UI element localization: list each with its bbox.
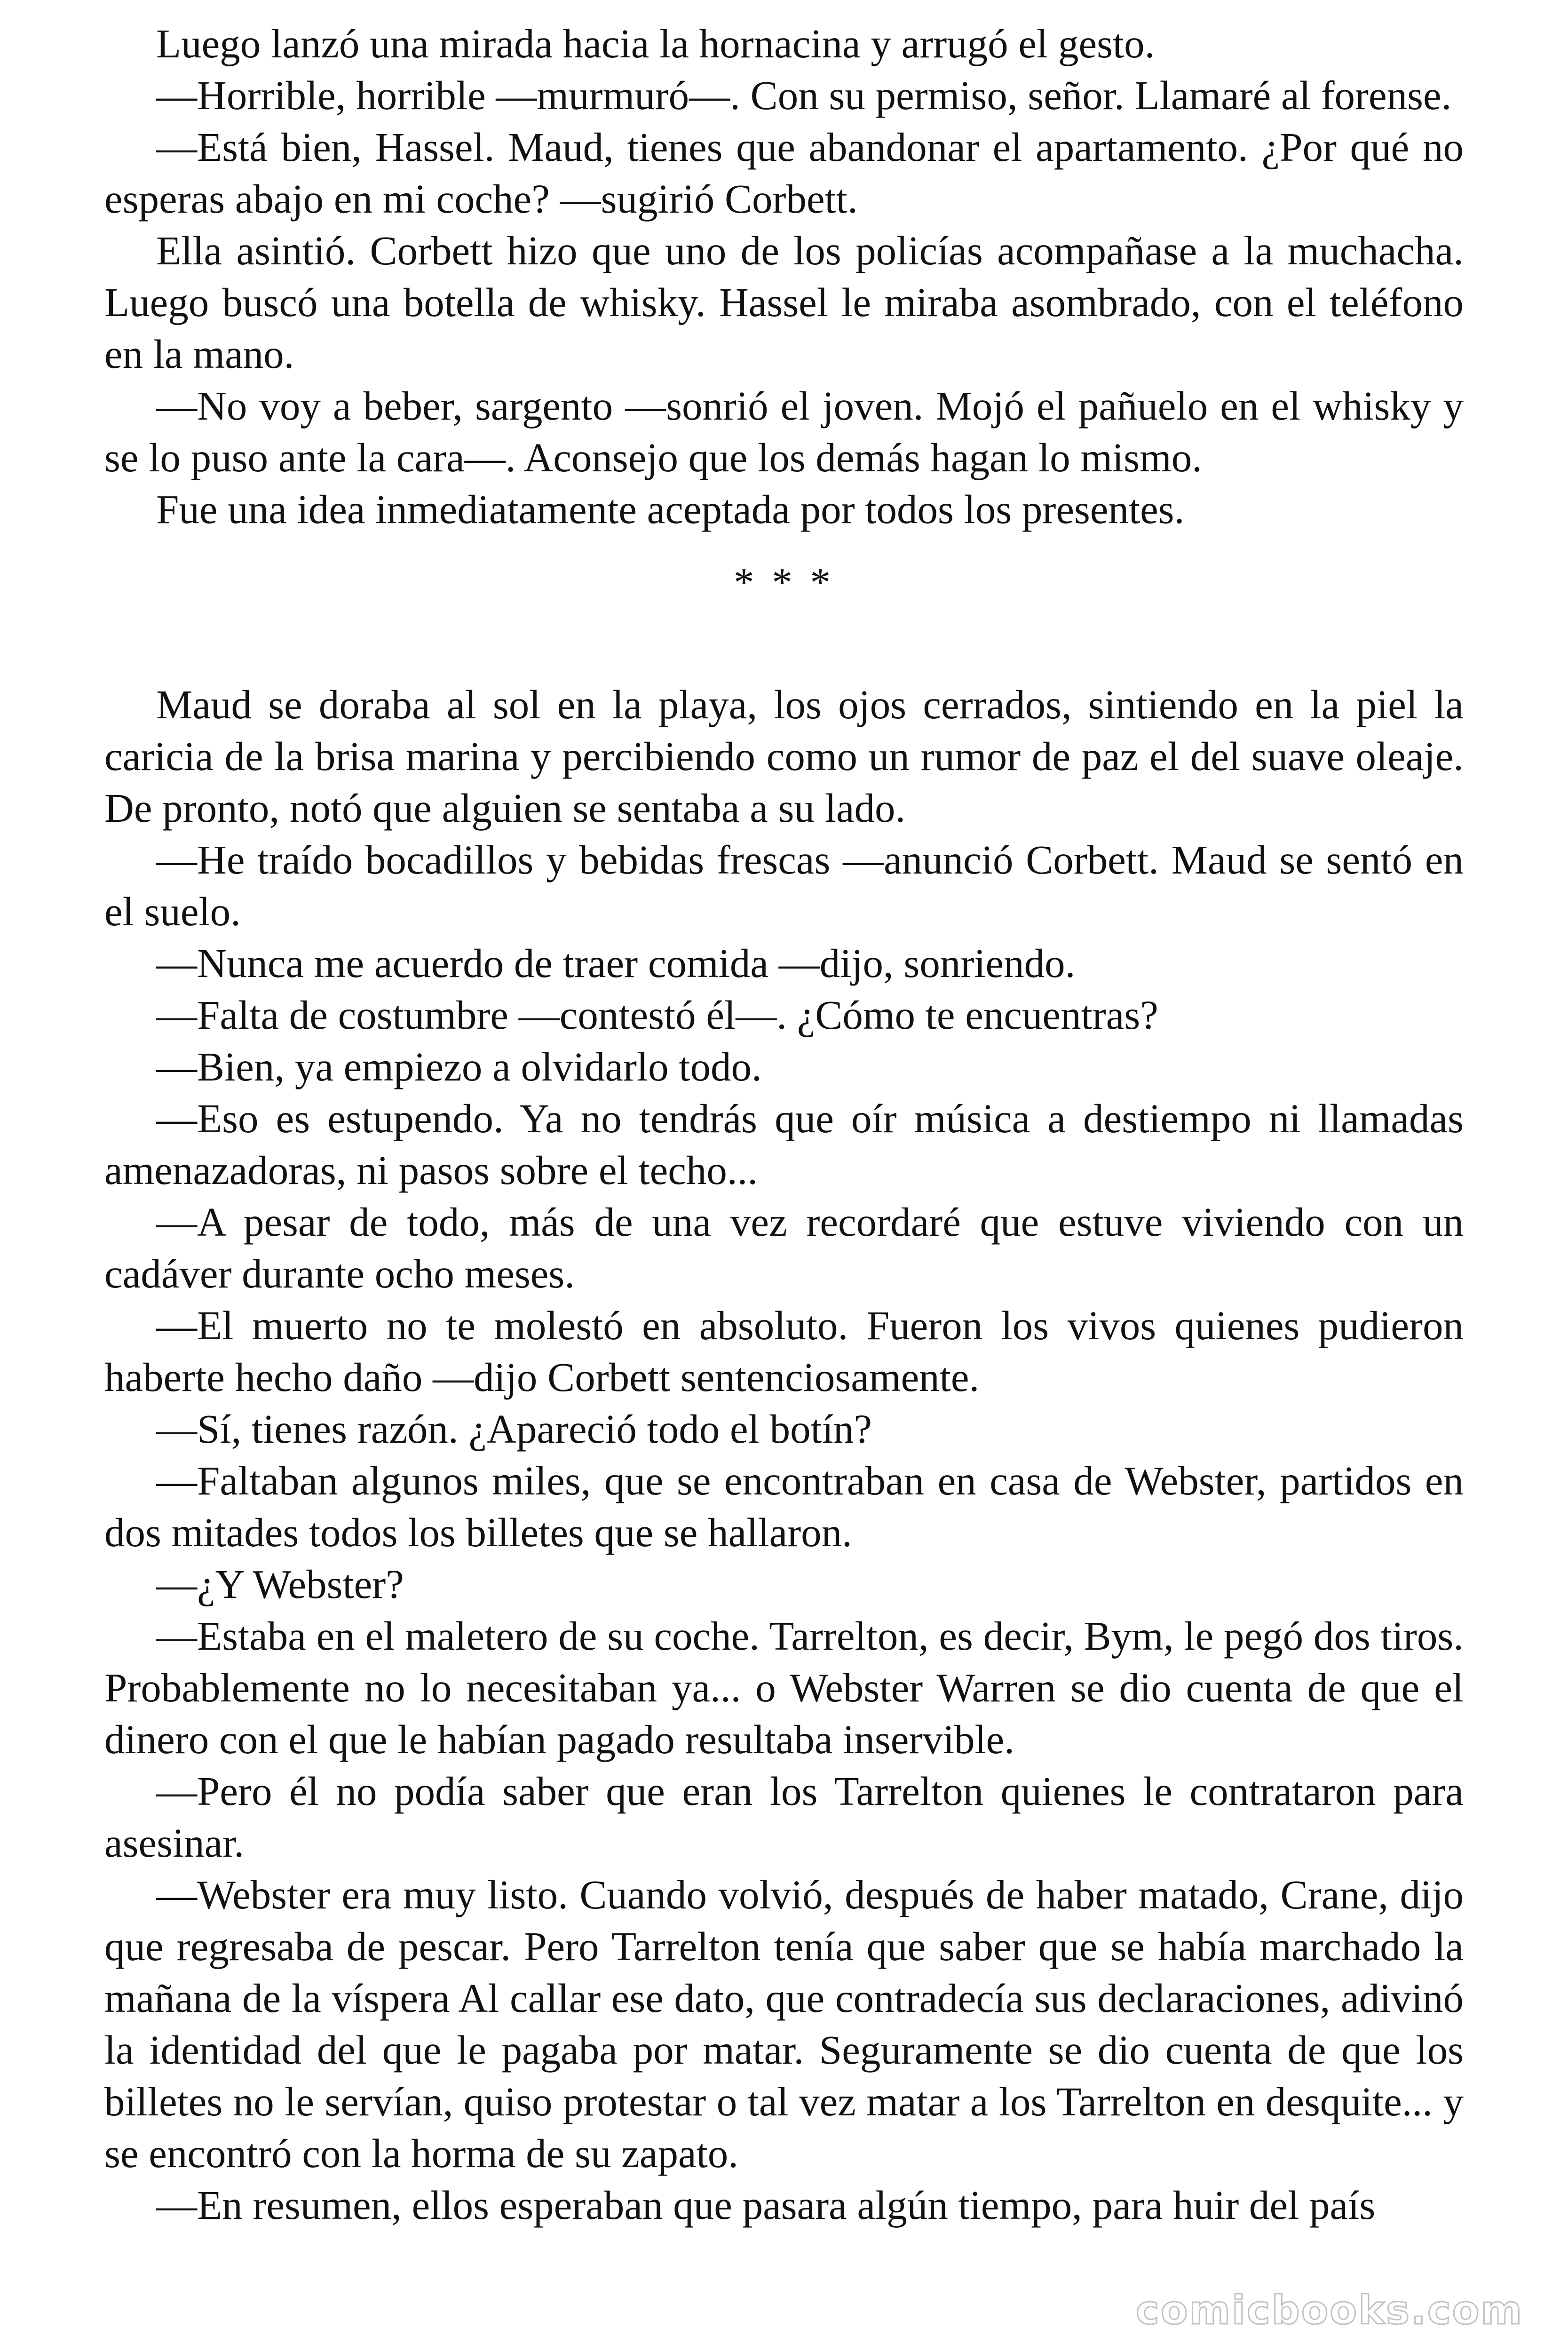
paragraph: —Bien, ya empiezo a olvidarlo todo. <box>156 1044 762 1089</box>
paragraph: —No voy a beber, sargento —sonrió el joven. Mojó el pañuelo en el whisky y se lo puso ante la cara—. Aconsejo que los demás hagan lo mismo. <box>104 383 1464 480</box>
paragraph: —Está bien, Hassel. Maud, tienes que abandonar el apartamento. ¿Por qué no esperas abajo en mi coche? —sugirió Corbett. <box>104 124 1464 222</box>
paragraph: —A pesar de todo, más de una vez recordaré que estuve viviendo con un cadáver durante ocho meses. <box>104 1199 1464 1296</box>
paragraph: —¿Y Webster? <box>156 1561 404 1607</box>
paragraph: —Nunca me acuerdo de traer comida —dijo, sonriendo. <box>156 940 1076 986</box>
paragraph: Ella asintió. Corbett hizo que uno de los policías acompañase a la muchacha. Luego buscó una botella de whisky. Hassel le miraba asombrado, con el teléfono en la mano. <box>104 228 1464 377</box>
paragraph: —En resumen, ellos esperaban que pasara algún tiempo, para huir del país <box>156 2182 1376 2228</box>
paragraph: —Pero él no podía saber que eran los Tarrelton quienes le contrataron para asesinar. <box>104 1768 1464 1866</box>
paragraph: —El muerto no te molestó en absoluto. Fueron los vivos quienes pudieron haberte hecho daño —dijo Corbett sentenciosamente. <box>104 1303 1464 1400</box>
paragraph: Fue una idea inmediatamente aceptada por todos los presentes. <box>156 486 1185 532</box>
paragraph: —Estaba en el maletero de su coche. Tarrelton, es decir, Bym, le pegó dos tiros. Probablemente no lo necesitaban ya... o Webster Warren se dio cuenta de que el dinero con el que le habían pagado resultaba inservible. <box>104 1613 1464 1762</box>
paragraph: —Falta de costumbre —contestó él—. ¿Cómo te encuentras? <box>156 992 1158 1038</box>
paragraph: Luego lanzó una mirada hacia la hornacina y arrugó el gesto. <box>156 21 1155 66</box>
watermark: comicbooks.com <box>1136 2287 1523 2333</box>
book-page <box>104 18 1464 2231</box>
paragraph: —Webster era muy listo. Cuando volvió, después de haber matado, Crane, dijo que regresaba de pescar. Pero Tarrelton tenía que saber que se había marchado la mañana de la víspera Al callar ese dato, que contradecía sus declaraciones, adivinó la identidad del que le pagaba por matar. Seguramente se dio cuenta de que los billetes no le servían, quiso protestar o tal vez matar a los Tarrelton en desquite... y se encontró con la horma de su zapato. <box>104 1872 1464 2176</box>
section-break: * * * <box>734 559 834 605</box>
paragraph: —Horrible, horrible —murmuró—. Con su permiso, señor. Llamaré al forense. <box>156 72 1452 118</box>
paragraph: —He traído bocadillos y bebidas frescas —anunció Corbett. Maud se sentó en el suelo. <box>104 837 1464 934</box>
paragraph: —Sí, tienes razón. ¿Apareció todo el botín? <box>156 1406 872 1452</box>
paragraph: —Faltaban algunos miles, que se encontraban en casa de Webster, partidos en dos mitades todos los billetes que se hallaron. <box>104 1458 1464 1555</box>
paragraph: —Eso es estupendo. Ya no tendrás que oír música a destiempo ni llamadas amenazadoras, ni pasos sobre el techo... <box>104 1096 1464 1193</box>
paragraph: Maud se doraba al sol en la playa, los ojos cerrados, sintiendo en la piel la caricia de la brisa marina y percibiendo como un rumor de paz el del suave oleaje. De pronto, notó que alguien se sentaba a su lado. <box>104 682 1464 831</box>
